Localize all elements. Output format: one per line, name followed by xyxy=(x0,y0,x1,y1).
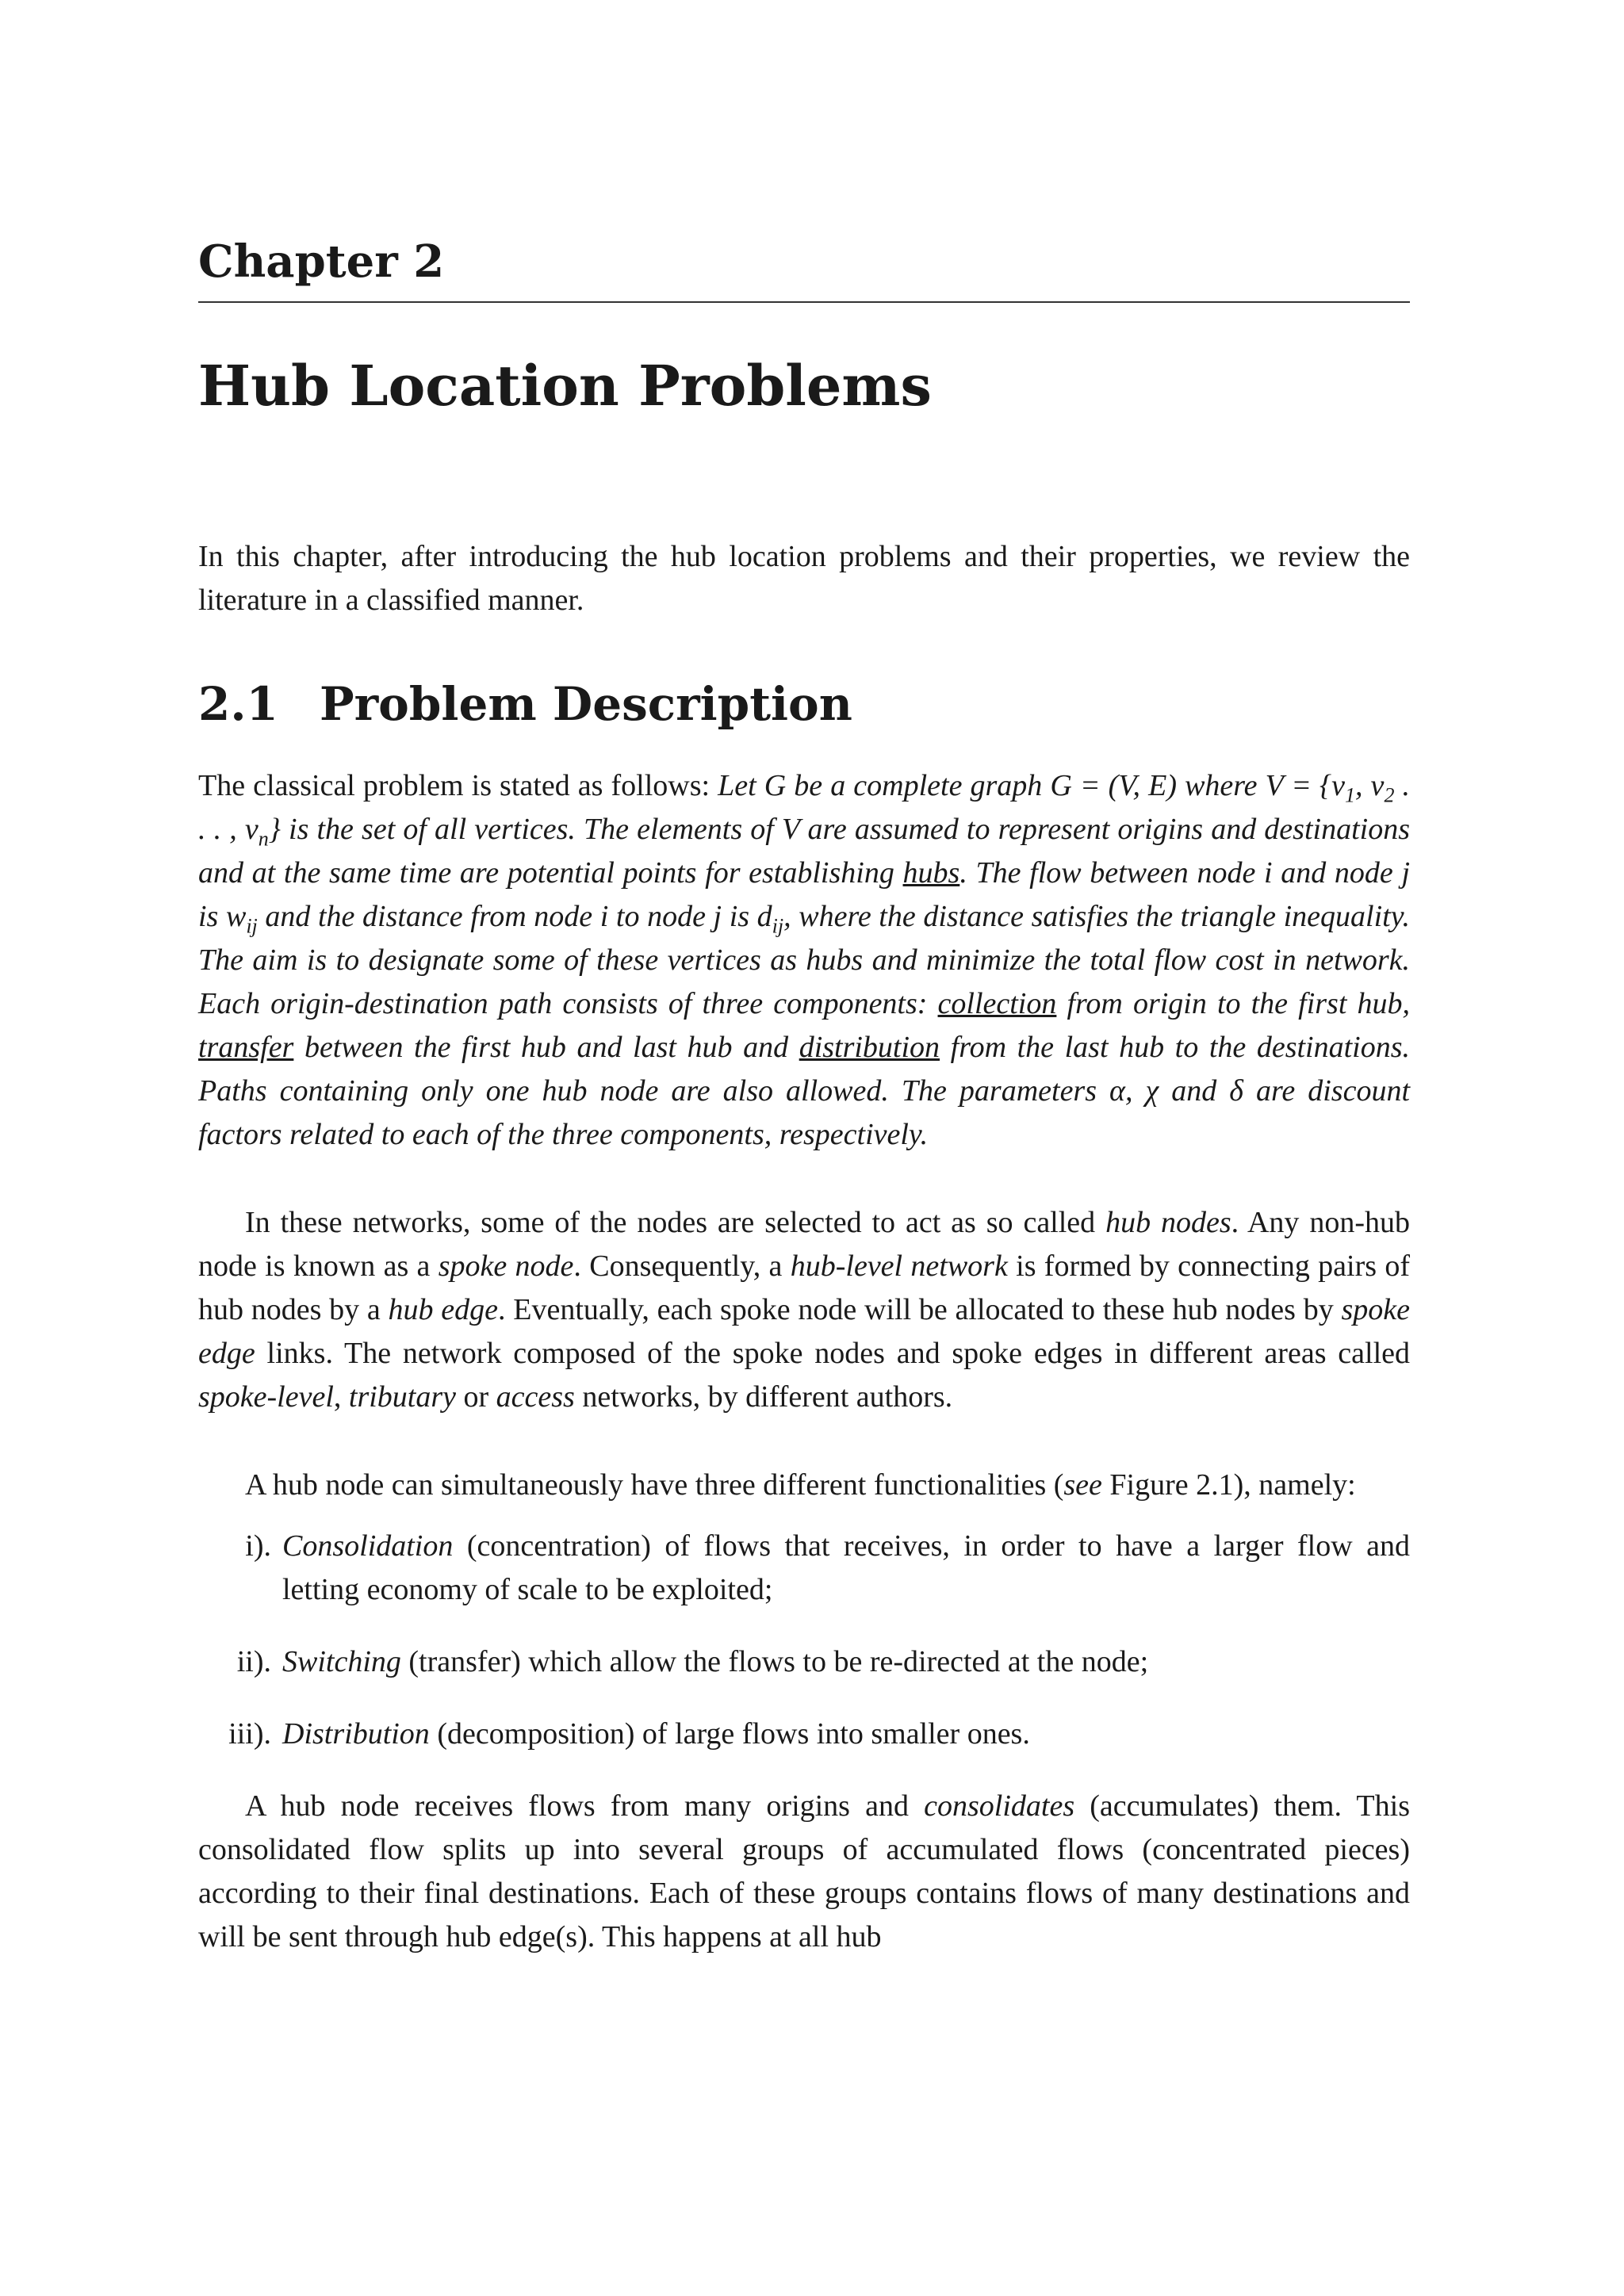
functionalities-list xyxy=(198,1525,1410,1756)
list-item: i). Consolidation (concentration) of flows that receives, in order to have a larger flow and letting economy of scale to be exploited; xyxy=(198,1525,1410,1612)
term-collection: collection xyxy=(937,987,1057,1021)
term-spoke-node: spoke node xyxy=(438,1249,574,1284)
functionalities-paragraph: A hub node can simultaneously have three different functionalities (see Figure 2.1), namely: xyxy=(245,1468,1356,1502)
problem-statement-paragraph xyxy=(198,764,1410,1157)
term-tributary: tributary xyxy=(348,1380,457,1414)
page xyxy=(198,235,1411,1959)
intro-paragraph: In this chapter, after introducing the hub location problems and their properties, we review the literature in a classified manner. xyxy=(198,539,1410,617)
list-term: Switching xyxy=(282,1645,401,1679)
chapter-label: Chapter 2 xyxy=(198,238,1410,303)
list-item: ii). Switching (transfer) which allow the flows to be re-directed at the node; xyxy=(198,1640,1410,1684)
list-term: Consolidation xyxy=(282,1529,454,1563)
term-spoke-level: spoke-level xyxy=(198,1380,334,1414)
section-number: 2.1 xyxy=(198,676,278,731)
chapter-title: Hub Location Problems xyxy=(198,352,932,419)
statement-lead: The classical problem is stated as follows: xyxy=(198,769,718,803)
term-hub-level-network: hub-level network xyxy=(790,1249,1008,1284)
problem-statement: Let G be a complete graph G = (V, E) where $V = \{v_1$, $v_2$ . . . , $v_n$} is the set of all vertices. The elements of V are assumed to represent origins and destinations and at the same time are potential points for establishing hubs. The flow between node i and node j is $w_{ij}$ and the distance from node i to node j is $d_{ij}$, where the distance satisfies the triangle inequality. The aim is to designate some of these vertices as hubs and minimize the total flow cost in network. Each origin-destination path consists of three components: collection from origin to the first hub, transfer between the first hub and last hub and distribution from the last hub to the destinations. Paths containing only one hub node are also allowed. The parameters α, χ and δ are discount factors related to each of the three components, respectively. xyxy=(198,769,1411,1152)
hub-node-paragraph: A hub node receives flows from many origins and consolidates (accumulates) them. This consolidated flow splits up into several groups of accumulated flows (concentrated pieces) according to their final destinations. Each of these groups contains flows of many destinations and will be sent through hub edge(s). This happens at all hub xyxy=(198,1789,1410,1954)
term-spoke-edge: spoke edge xyxy=(198,1293,1410,1371)
term-hub-edge: hub edge xyxy=(388,1293,499,1327)
list-marker: ii). xyxy=(236,1645,271,1679)
term-transfer: transfer xyxy=(198,1031,294,1065)
list-marker: iii). xyxy=(228,1717,271,1751)
term-access: access xyxy=(496,1380,575,1414)
term-hubs: hubs xyxy=(902,856,960,890)
section-title: Problem Description xyxy=(320,676,852,731)
networks-paragraph: In these networks, some of the nodes are selected to act as so called hub nodes. Any non-hub node is known as a spoke node. Consequently, a hub-level network is formed by connecting pairs of hub nodes by a hub edge. Eventually, each spoke node will be allocated to these hub nodes by spoke edge links. The network composed of the spoke nodes and spoke edges in different areas called spoke-level, tributary or access networks, by different authors. xyxy=(198,1206,1411,1414)
list-marker: i). xyxy=(245,1529,271,1563)
term-distribution: distribution xyxy=(799,1031,940,1065)
list-item: iii). Distribution (decomposition) of large flows into smaller ones. xyxy=(198,1712,1410,1756)
term-hub-nodes: hub nodes xyxy=(1105,1206,1231,1240)
term-consolidates: consolidates xyxy=(924,1789,1075,1823)
section-heading xyxy=(198,676,1410,731)
list-term: Distribution xyxy=(282,1717,430,1751)
term-see: see xyxy=(1063,1468,1102,1502)
